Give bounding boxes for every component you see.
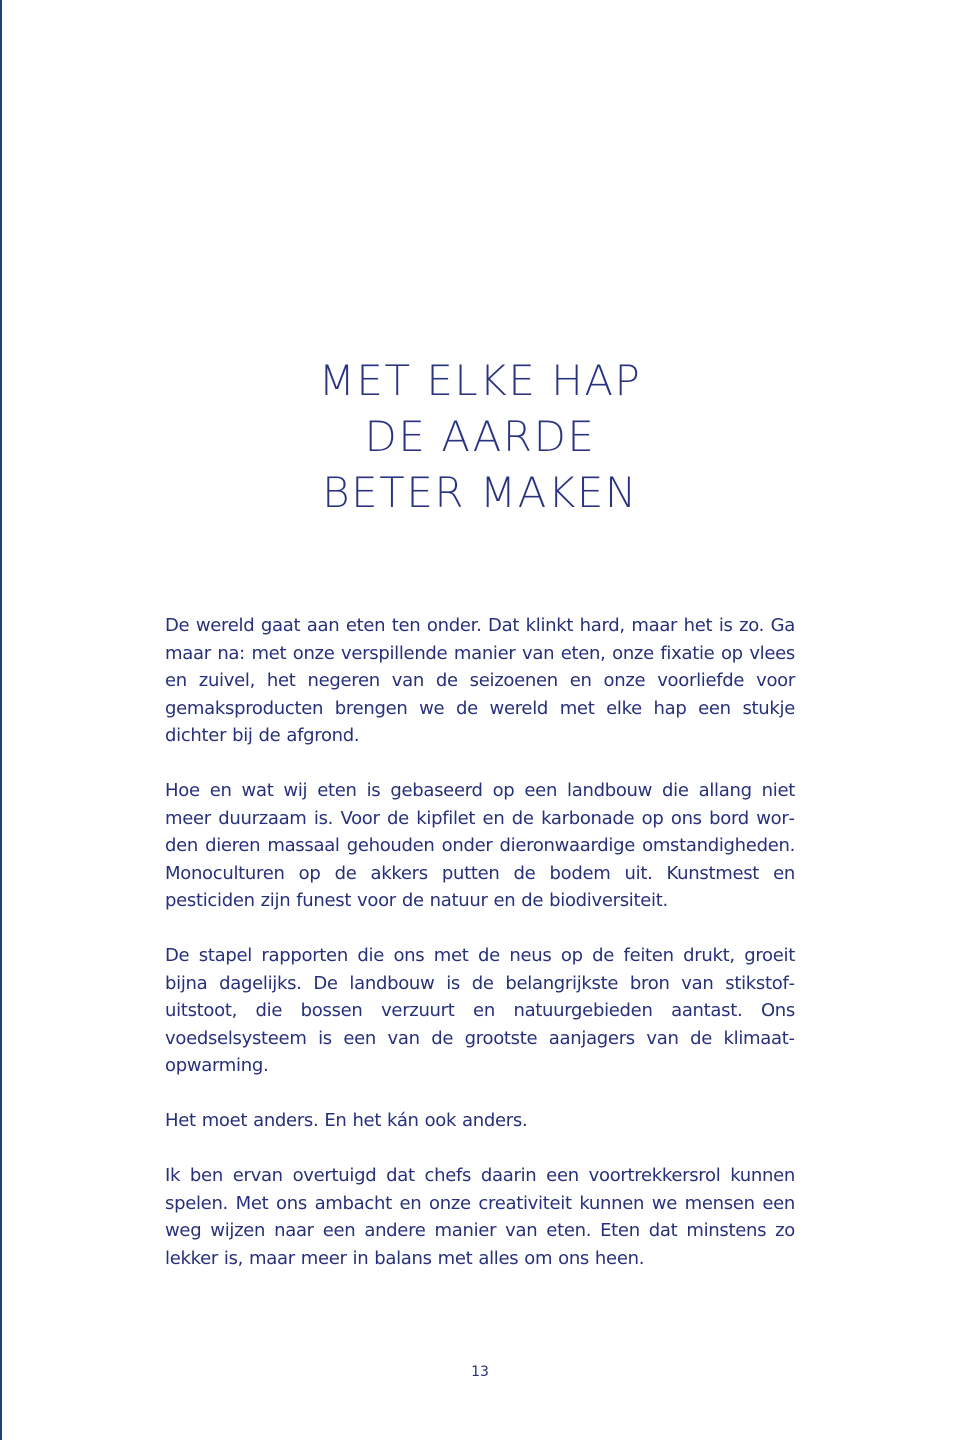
paragraph-5: Ik ben ervan overtuigd dat chefs daarin een voortrekkersrol kunnen spelen. Met ons ambacht en onze creativiteit kunnen we mensen een weg wijzen naar een andere manier van eten. Eten dat minstens zo lekker is, maar meer in balans met alles om ons heen. bbox=[165, 1165, 795, 1269]
chapter-title-line-2: DE AARDE bbox=[364, 412, 596, 461]
page-number: 13 bbox=[471, 1364, 489, 1380]
paragraph-2: Hoe en wat wij eten is gebaseerd op een landbouw die allang niet meer duurzaam is. Voor de kipfilet en de karbonade op ons bord worden dieren massaal gehouden onder dieronwaardige omstandigheden. Monoculturen op de akkers putten de bodem uit. Kunstmest en pesticiden zijn funest voor de natuur en de biodiversiteit. bbox=[165, 780, 795, 911]
body-text bbox=[165, 612, 795, 1300]
chapter-title-line-3: BETER MAKEN bbox=[322, 468, 638, 517]
page-edge-line bbox=[0, 0, 2, 1440]
paragraph-4: Het moet anders. En het kán ook anders. bbox=[165, 1110, 528, 1131]
paragraph-3: De stapel rapporten die ons met de neus op de feiten drukt, groeit bijna dagelijks. De landbouw is de belangrijkste bron van stikstofuitstoot, die bossen verzuurt en natuurgebieden aantast. Ons voedselsysteem is een van de grootste aanjagers van de klimaatopwarming. bbox=[165, 945, 795, 1076]
chapter-title-line-1: MET ELKE HAP bbox=[318, 356, 642, 405]
paragraph-1: De wereld gaat aan eten ten onder. Dat klinkt hard, maar het is zo. Ga maar na: met onze verspillende manier van eten, onze fixatie op vlees en zuivel, het negeren van de seizoenen en onze voorliefde voor gemaksproducten brengen we de wereld met elke hap een stukje dichter bij de afgrond. bbox=[165, 615, 795, 746]
chapter-title bbox=[0, 353, 960, 521]
